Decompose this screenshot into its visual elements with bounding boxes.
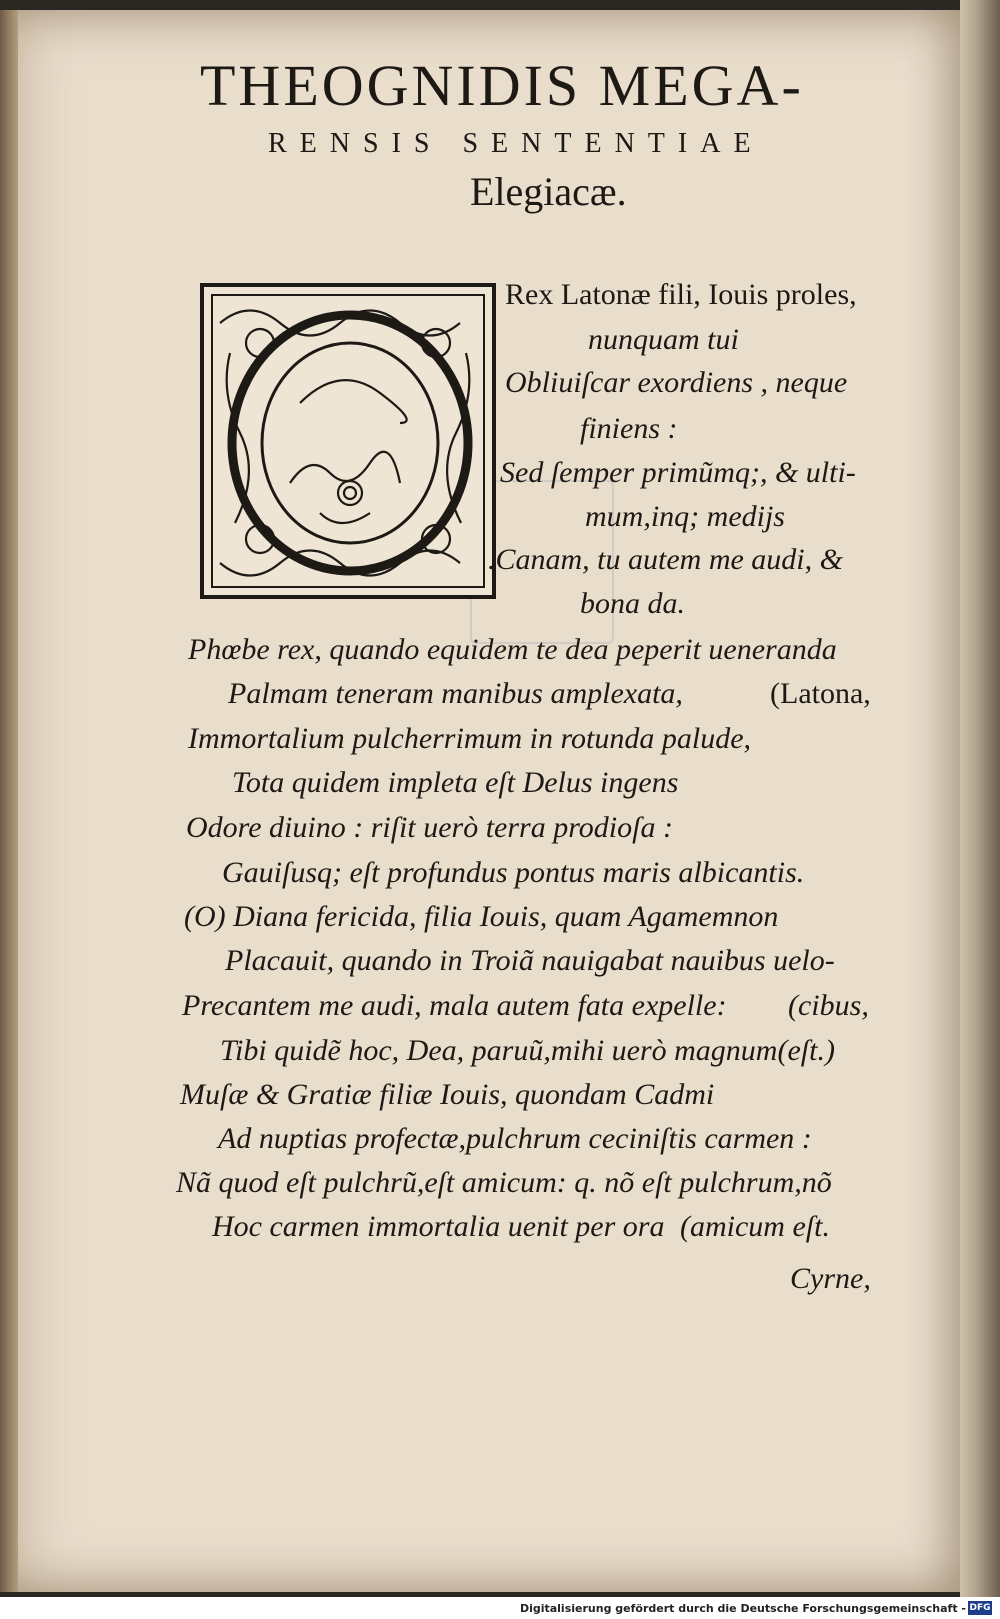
title-line-3: Elegiacæ. — [470, 169, 627, 214]
opening-line-1: Rex Latonæ fili, Iouis proles, — [505, 278, 857, 311]
woodcut-initial-o — [200, 283, 496, 599]
verse-line-6: Gauiſusq; eſt profundus pontus maris albicantis. — [222, 856, 805, 889]
verse-line-7: (O) Diana fericida, filia Iouis, quam Agamemnon — [184, 900, 779, 933]
verse-line-8: Placauit, quando in Troiã nauigabat nauibus uelo- — [225, 944, 835, 977]
verse-line-9: Precantem me audi, mala autem fata expelle: — [182, 989, 727, 1022]
verse-line-12: Ad nuptias profectæ,pulchrum ceciniſtis carmen : — [218, 1122, 812, 1155]
dfg-logo: DFG — [969, 1603, 991, 1613]
opening-line-2: nunquam tui — [588, 323, 739, 356]
opening-line-4: finiens : — [580, 412, 678, 445]
footer-credit: Digitalisierung gefördert durch die Deutsche Forschungsgemeinschaft - — [519, 1602, 966, 1615]
title-line-1: THEOGNIDIS MEGA- — [200, 53, 804, 118]
opening-line-3: Obliuiſcar exordiens , neque — [505, 366, 848, 399]
verse-line-10: Tibi quidẽ hoc, Dea, paruũ,mihi uerò magnum(eſt.) — [220, 1034, 835, 1067]
verse-line-4: Tota quidem impleta eſt Delus ingens — [232, 766, 679, 799]
verse-line-5: Odore diuino : riſit uerò terra prodioſa : — [186, 811, 673, 844]
opening-line-5: Sed ſemper primũmq;, & ulti- — [500, 456, 856, 489]
verse-line-3: Immortalium pulcherrimum in rotunda palude, — [188, 722, 752, 755]
verse-line-2: Palmam teneram manibus amplexata, — [228, 677, 683, 710]
opening-line-6: mum,inq; medijs — [585, 500, 785, 533]
verse-line-13: Nã quod eſt pulchrũ,eſt amicum: q. nõ eſt pulchrum,nõ — [176, 1166, 832, 1199]
verse-line-14-turnover: (amicum eſt. — [680, 1210, 830, 1243]
title-line-2: RENSIS SENTENTIAE — [268, 128, 764, 159]
verse-line-14: Hoc carmen immortalia uenit per ora — [212, 1210, 665, 1243]
catchword: Cyrne, — [790, 1262, 871, 1295]
verse-line-9-turnover: (cibus, — [788, 989, 869, 1022]
verse-line-11: Muſæ & Gratiæ filiæ Iouis, quondam Cadmi — [180, 1078, 715, 1111]
book-fore-edge — [960, 0, 1000, 1600]
opening-line-8: bona da. — [580, 587, 685, 620]
verse-line-1: Phœbe rex, quando equidem te dea peperit ueneranda — [188, 633, 837, 666]
opening-line-7: .Canam, tu autem me audi, & — [488, 543, 843, 576]
verse-line-2-turnover: (Latona, — [770, 677, 871, 710]
